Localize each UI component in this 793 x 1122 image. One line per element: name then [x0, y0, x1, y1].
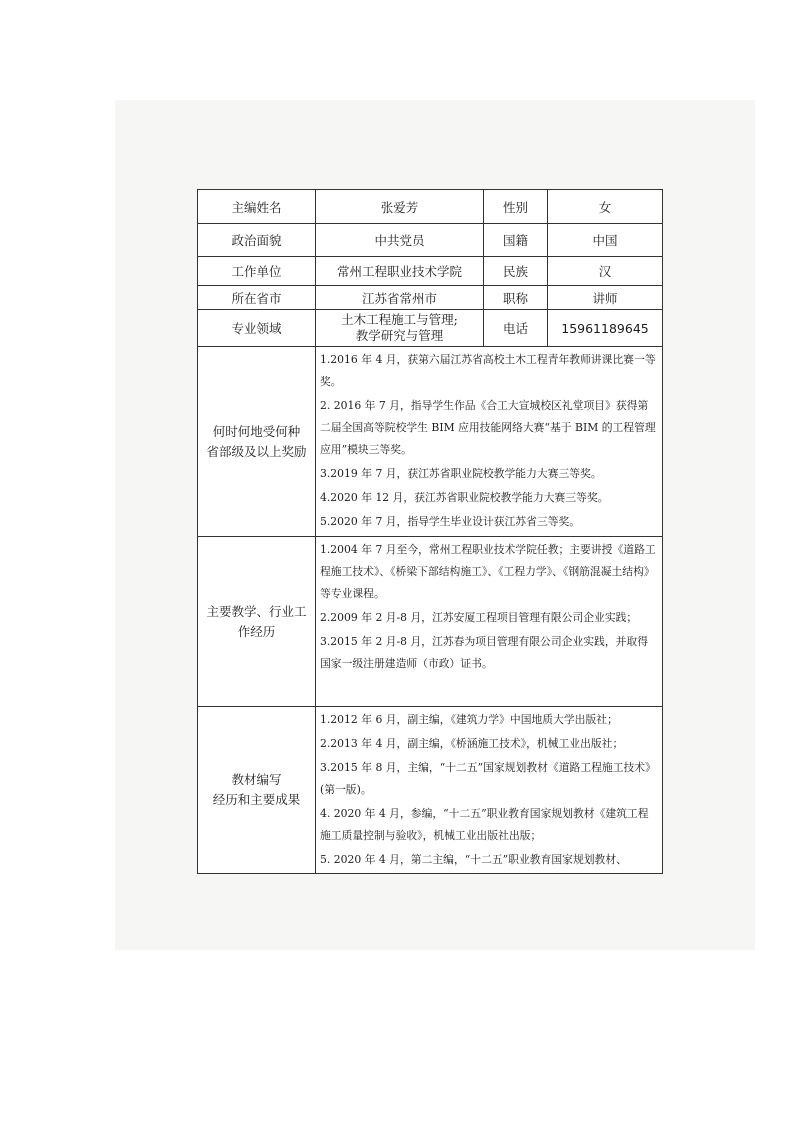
- location-value: 江苏省常州市: [316, 286, 484, 310]
- gender-value: 女: [548, 190, 663, 224]
- editor-name-label: 主编姓名: [198, 190, 316, 224]
- award-item: 4.2020 年 12 月，获江苏省职业院校教学能力大赛三等奖。: [320, 491, 609, 504]
- workplace-value: 常州工程职业技术学院: [316, 257, 484, 286]
- experience-label-line2: 作经历: [237, 623, 276, 639]
- field-value-line1: 土木工程施工与管理;: [341, 312, 458, 327]
- field-label: 专业领域: [198, 310, 316, 347]
- title-label: 职称: [484, 286, 548, 310]
- textbook-item: 1.2012 年 6 月，副主编，《建筑力学》中国地质大学出版社；: [320, 713, 618, 726]
- textbooks-label-line2: 经历和主要成果: [212, 792, 301, 807]
- title-value: 讲师: [548, 286, 663, 310]
- row-political: [198, 224, 663, 257]
- gender-label: 性别: [484, 190, 548, 224]
- editor-info-form: [197, 189, 663, 874]
- political-label: 政治面貌: [198, 224, 316, 257]
- experience-label-line1: 主要教学、行业工: [206, 603, 307, 619]
- awards-label: [198, 347, 316, 537]
- experience-item: 2.2009 年 2 月-8 月，江苏安厦工程项目管理有限公司企业实践；: [320, 611, 638, 624]
- phone-label: 电话: [484, 310, 548, 347]
- textbooks-content: [316, 707, 663, 874]
- experience-label: [198, 537, 316, 707]
- field-value: [316, 310, 484, 347]
- award-item: 1.2016 年 4 月，获第六届江苏省高校土木工程青年教师讲课比赛一等奖。: [320, 353, 656, 388]
- experience-item: 1.2004 年 7 月至今，常州工程职业技术学院任教；主要讲授《道路工程施工技术》、《桥梁下部结构施工》、《工程力学》、《钢筋混凝土结构》等专业课程。: [320, 543, 656, 600]
- row-textbooks: [198, 707, 663, 874]
- awards-label-line2: 省部级及以上奖励: [206, 443, 307, 459]
- field-value-line2: 教学研究与管理: [355, 328, 444, 343]
- nationality-label: 国籍: [484, 224, 548, 257]
- row-field: [198, 310, 663, 347]
- location-label: 所在省市: [198, 286, 316, 310]
- textbook-item: 3.2015 年 8 月，主编，“十二五”国家规划教材《道路工程施工技术》(第一版)。: [320, 761, 656, 796]
- textbooks-label: [198, 707, 316, 874]
- awards-content: [316, 347, 663, 537]
- award-item: 2. 2016 年 7 月，指导学生作品《合工大宣城校区礼堂项目》获得第二届全国高等院校学生 BIM 应用技能网络大赛“基于 BIM 的工程管理应用”模块三等奖。: [320, 399, 656, 456]
- award-item: 3.2019 年 7 月，获江苏省职业院校教学能力大赛三等奖。: [320, 467, 602, 480]
- editor-name-value: 张爱芳: [316, 190, 484, 224]
- ethnicity-value: 汉: [548, 257, 663, 286]
- row-experience: [198, 537, 663, 707]
- experience-item: 3.2015 年 2 月-8 月，江苏春为项目管理有限公司企业实践，并取得国家一级注册建造师（市政）证书。: [320, 635, 649, 670]
- phone-value: 15961189645: [548, 310, 663, 347]
- row-location: [198, 286, 663, 310]
- award-item: 5.2020 年 7 月，指导学生毕业设计获江苏省三等奖。: [320, 515, 581, 528]
- political-value: 中共党员: [316, 224, 484, 257]
- nationality-value: 中国: [548, 224, 663, 257]
- row-workplace: [198, 257, 663, 286]
- row-awards: [198, 347, 663, 537]
- ethnicity-label: 民族: [484, 257, 548, 286]
- awards-label-line1: 何时何地受何种: [212, 423, 301, 439]
- workplace-label: 工作单位: [198, 257, 316, 286]
- textbooks-label-line1: 教材编写: [231, 772, 282, 787]
- row-editor-name: [198, 190, 663, 224]
- textbook-item: 2.2013 年 4 月，副主编，《桥涵施工技术》，机械工业出版社；: [320, 737, 624, 750]
- experience-content: [316, 537, 663, 707]
- textbook-item: 4. 2020 年 4 月，参编，“十二五”职业教育国家规划教材《建筑工程施工质量控制与验收》，机械工业出版社出版；: [320, 807, 649, 842]
- textbook-item: 5. 2020 年 4 月，第二主编，“十二五”职业教育国家规划教材、: [320, 853, 627, 866]
